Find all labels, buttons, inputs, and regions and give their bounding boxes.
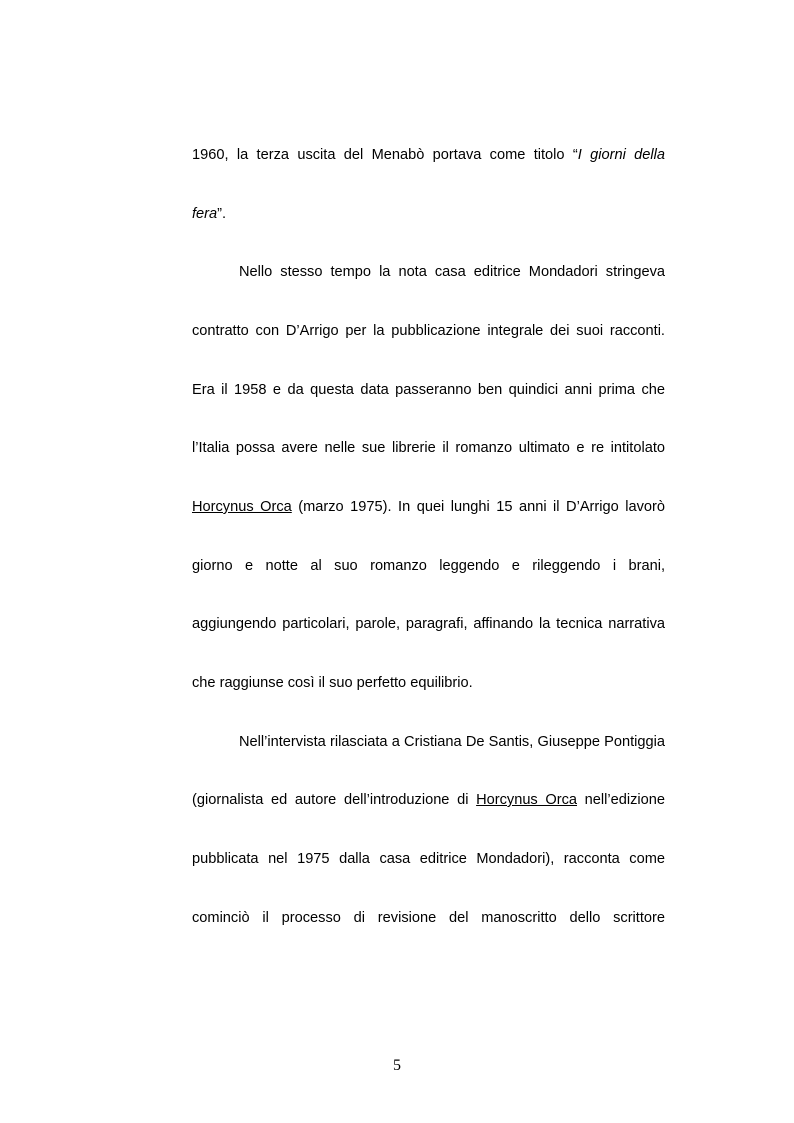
underlined-title-segment: Horcynus Orca: [476, 792, 578, 808]
text-line-7: [192, 497, 665, 517]
text-line-12: [192, 790, 665, 810]
text-line-4: contratto con D’Arrigo per la pubblicazione integrale dei suoi racconti.: [192, 323, 665, 339]
text-line-11: Nell’intervista rilasciata a Cristiana De Santis, Giuseppe Pontiggia: [239, 734, 665, 750]
text-segment: (giornalista ed autore dell’introduzione di: [192, 792, 477, 808]
text-line-10: che raggiunse così il suo perfetto equilibrio.: [192, 675, 473, 691]
text-segment: (marzo 1975). In quei lunghi 15 anni il D’Arrigo lavorò: [291, 499, 665, 515]
text-line-2: [192, 204, 665, 224]
italic-title-segment: fera: [192, 206, 218, 222]
text-segment: 1960, la terza uscita del Menabò portava come titolo “: [192, 147, 578, 163]
text-line-13: pubblicata nel 1975 dalla casa editrice Mondadori), racconta come: [192, 851, 665, 867]
italic-title-segment: I giorni della: [577, 147, 665, 163]
text-line-8: giorno e notte al suo romanzo leggendo e rileggendo i brani,: [192, 558, 665, 574]
text-segment: nell’edizione: [577, 792, 665, 808]
text-line-6: l’Italia possa avere nelle sue librerie il romanzo ultimato e re intitolato: [192, 440, 665, 456]
underlined-title-segment: Horcynus Orca: [192, 499, 292, 515]
text-line-3: Nello stesso tempo la nota casa editrice Mondadori stringeva: [239, 264, 665, 280]
text-line-14: cominciò il processo di revisione del manoscritto dello scrittore: [192, 910, 665, 926]
page-number: 5: [393, 1057, 401, 1074]
text-line-5: Era il 1958 e da questa data passeranno ben quindici anni prima che: [192, 382, 665, 398]
text-line-1: [192, 145, 665, 165]
text-line-9: aggiungendo particolari, parole, paragrafi, affinando la tecnica narrativa: [192, 616, 665, 632]
text-segment: ”.: [217, 206, 227, 222]
